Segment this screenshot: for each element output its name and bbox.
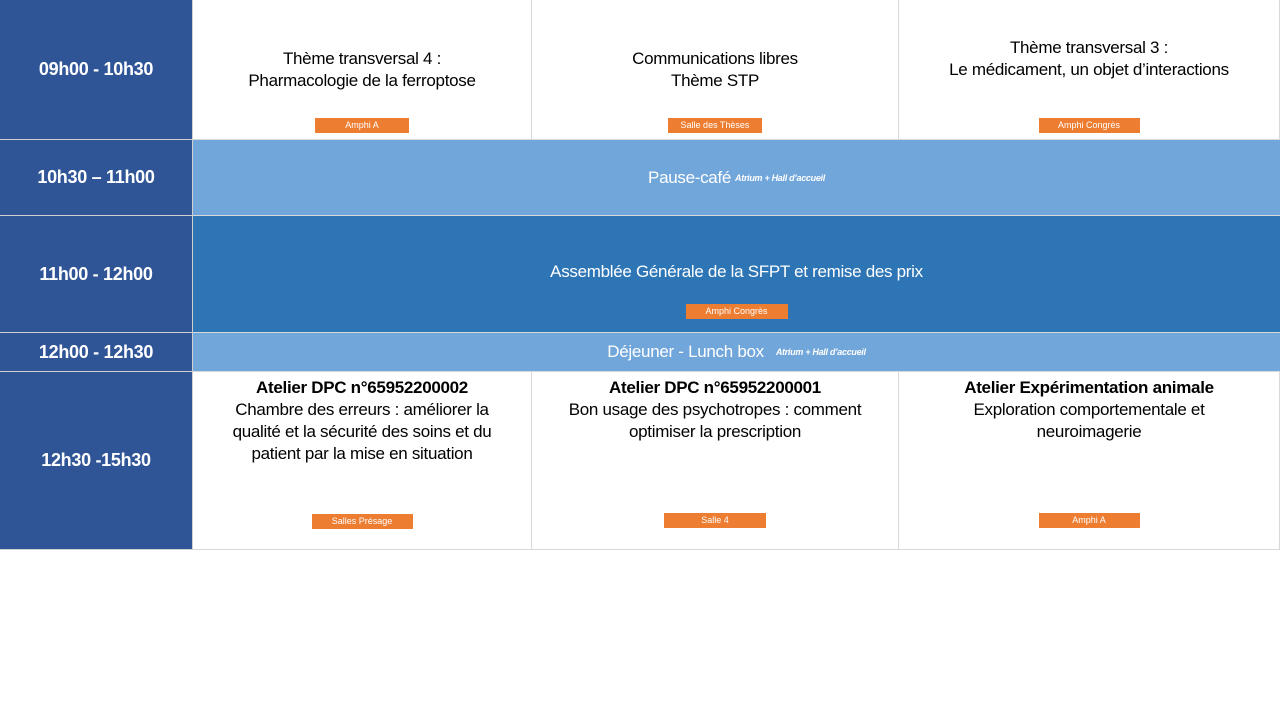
workshop-title: Atelier DPC n°65952200002 — [256, 378, 468, 397]
time-slot-4: 12h00 - 12h30 — [0, 333, 193, 372]
workshop-dpc-erreurs — [193, 372, 532, 550]
coffee-break-band — [193, 140, 1280, 216]
room-tag: Amphi A — [1039, 513, 1140, 528]
band-label: Pause-café — [648, 167, 732, 187]
time-slot-3: 11h00 - 12h00 — [0, 216, 193, 333]
band-location: Atrium + Hall d’accueil — [775, 347, 866, 357]
time-slot-2: 10h30 – 11h00 — [0, 140, 193, 216]
room-tag: Amphi A — [315, 118, 409, 133]
session-medicament — [899, 0, 1280, 140]
session-title-line2: Thème STP — [671, 71, 759, 90]
workshop-desc-line2: neuroimagerie — [1036, 422, 1142, 441]
workshop-experimentation-animale — [899, 372, 1280, 550]
workshop-title: Atelier DPC n°65952200001 — [609, 378, 821, 397]
workshop-desc-line1: Bon usage des psychotropes : comment — [568, 400, 862, 419]
workshop-desc-line3: patient par la mise en situation — [251, 444, 473, 463]
workshop-desc-line1: Exploration comportementale et — [973, 400, 1205, 419]
lunch-band — [193, 333, 1280, 372]
session-ferroptose — [193, 0, 532, 140]
time-slot-5: 12h30 -15h30 — [0, 372, 193, 550]
band-label: Assemblée Générale de la SFPT et remise des prix — [550, 262, 923, 281]
session-title-line1: Communications libres — [632, 49, 798, 68]
room-tag: Amphi Congrès — [686, 304, 788, 319]
session-title-line2: Le médicament, un objet d’interactions — [949, 60, 1229, 79]
workshop-desc-line1: Chambre des erreurs : améliorer la — [235, 400, 489, 419]
session-title-line2: Pharmacologie de la ferroptose — [248, 71, 476, 90]
workshop-title: Atelier Expérimentation animale — [964, 378, 1214, 397]
room-tag: Amphi Congrès — [1039, 118, 1140, 133]
time-slot-1: 09h00 - 10h30 — [0, 0, 193, 140]
general-assembly-band — [193, 216, 1280, 333]
workshop-desc-line2: qualité et la sécurité des soins et du — [232, 422, 492, 441]
session-title-line1: Thème transversal 4 : — [282, 49, 442, 68]
band-location: Atrium + Hall d’accueil — [735, 172, 825, 183]
room-tag: Salles Présage — [312, 514, 413, 529]
workshop-desc-line2: optimiser la prescription — [628, 422, 801, 441]
band-label: Déjeuner - Lunch box — [607, 342, 764, 361]
session-title-line1: Thème transversal 3 : — [1009, 38, 1169, 57]
room-tag: Salle 4 — [664, 513, 766, 528]
room-tag: Salle des Thèses — [668, 118, 762, 133]
workshop-dpc-psychotropes — [532, 372, 899, 550]
session-communications — [532, 0, 899, 140]
